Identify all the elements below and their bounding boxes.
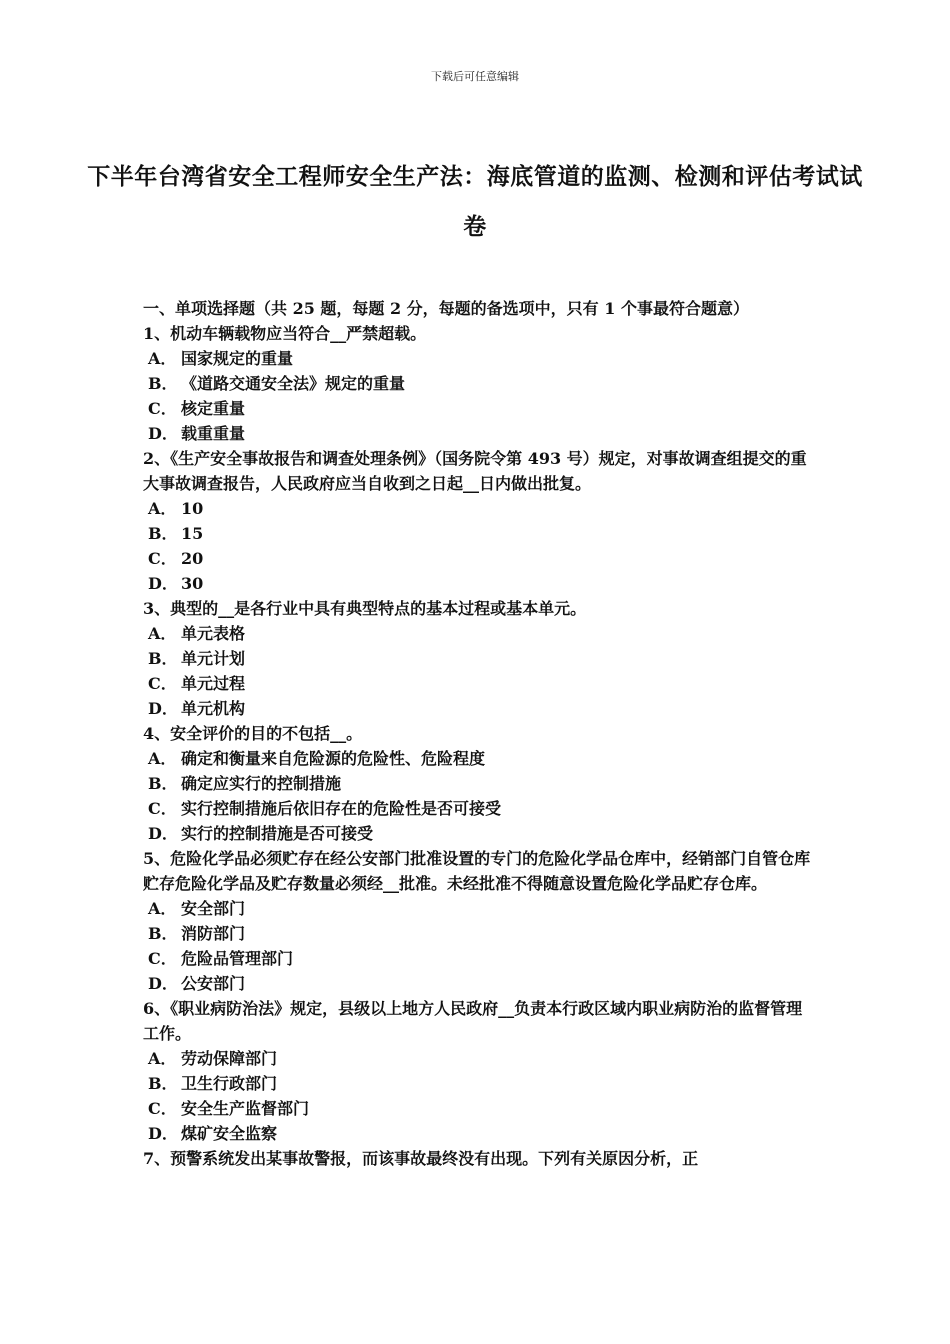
option-a: A． 单元表格 xyxy=(148,624,246,643)
question-4 xyxy=(143,721,811,846)
question-stem: 1、机动车辆载物应当符合__严禁超载。 xyxy=(143,324,427,343)
option-b: B． 确定应实行的控制措施 xyxy=(148,774,342,793)
option-a: A． 国家规定的重量 xyxy=(148,349,294,368)
option-c: C． 单元过程 xyxy=(148,674,246,693)
option-a: A． 确定和衡量来自危险源的危险性、危险程度 xyxy=(148,749,486,768)
option-d: D． 公安部门 xyxy=(148,974,246,993)
option-b: B． 单元计划 xyxy=(148,649,246,668)
page-header-note: 下载后可任意编辑 xyxy=(431,70,519,83)
question-stem: 5、危险化学品必须贮存在经公安部门批准设置的专门的危险化学品仓库中，经销部门自管仓库贮存危险化学品及贮存数量必须经__批准。未经批准不得随意设置危险化学品贮存仓库。 xyxy=(143,849,811,893)
option-c: C． 安全生产监督部门 xyxy=(148,1099,310,1118)
option-c: C． 20 xyxy=(148,549,204,568)
option-c: C． 实行控制措施后依旧存在的危险性是否可接受 xyxy=(148,799,502,818)
option-d: D． 煤矿安全监察 xyxy=(148,1124,278,1143)
option-a: A． 10 xyxy=(148,499,204,518)
option-d: D． 30 xyxy=(148,574,204,593)
option-c: C． 危险品管理部门 xyxy=(148,949,294,968)
option-d: D． 单元机构 xyxy=(148,699,246,718)
question-3 xyxy=(143,596,811,721)
question-5 xyxy=(143,846,811,996)
option-b: B． 卫生行政部门 xyxy=(148,1074,278,1093)
option-b: B． 《道路交通安全法》规定的重量 xyxy=(148,374,406,393)
document-title: 下半年台湾省安全工程师安全生产法：海底管道的监测、检测和评估考试试卷 xyxy=(87,163,863,240)
option-d: D． 载重重量 xyxy=(148,424,246,443)
option-c: C． 核定重量 xyxy=(148,399,246,418)
option-a: A． 安全部门 xyxy=(148,899,246,918)
option-b: B． 15 xyxy=(148,524,204,543)
question-stem: 6、《职业病防治法》规定，县级以上地方人民政府__负责本行政区域内职业病防治的监督管理工作。 xyxy=(143,999,803,1043)
question-stem: 4、安全评价的目的不包括__。 xyxy=(143,724,363,743)
question-stem: 2、《生产安全事故报告和调查处理条例》（国务院令第 493 号）规定，对事故调查组提交的重大事故调查报告，人民政府应当自收到之日起__日内做出批复。 xyxy=(143,449,807,493)
question-stem: 3、典型的__是各行业中具有典型特点的基本过程或基本单元。 xyxy=(143,599,587,618)
section-heading: 一、单项选择题（共 25 题，每题 2 分，每题的备选项中，只有 1 个事最符合题意） xyxy=(143,299,749,318)
option-b: B． 消防部门 xyxy=(148,924,246,943)
question-1 xyxy=(143,321,811,446)
question-6 xyxy=(143,996,811,1146)
question-7-stem-partial: 7、预警系统发出某事故警报，而该事故最终没有出现。下列有关原因分析，正 xyxy=(143,1149,699,1168)
exam-content xyxy=(143,296,811,1171)
option-a: A． 劳动保障部门 xyxy=(148,1049,278,1068)
option-d: D． 实行的控制措施是否可接受 xyxy=(148,824,374,843)
question-2 xyxy=(143,446,811,596)
